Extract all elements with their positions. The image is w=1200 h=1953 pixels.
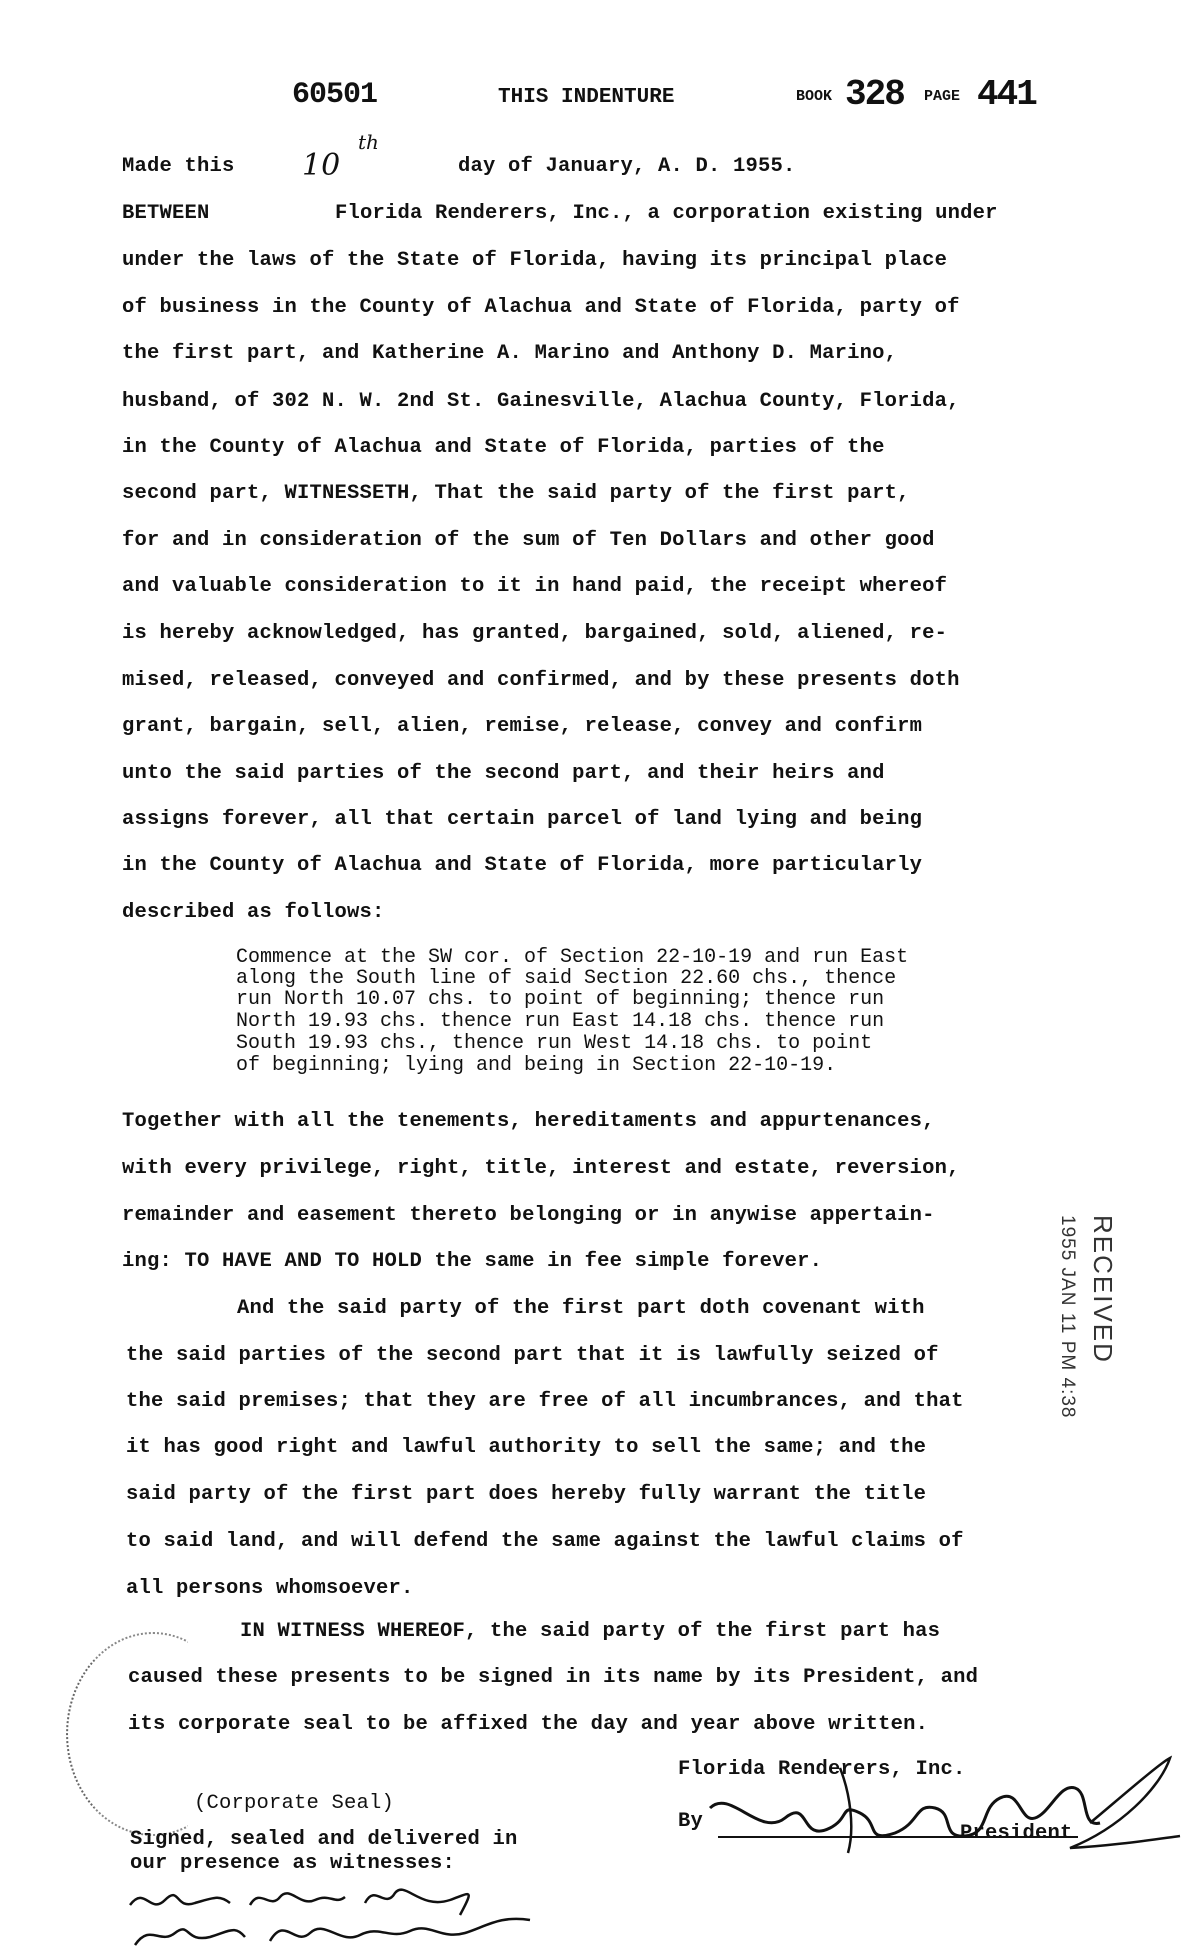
body-line: in the County of Alachua and State of Florida, parties of the <box>122 436 885 459</box>
body-line: second part, WITNESSETH, That the said party of the first part, <box>122 482 910 505</box>
signer-title: President <box>960 1822 1073 1845</box>
legal-line: along the South line of said Section 22.60 chs., thence <box>236 967 897 990</box>
page-number: 441 <box>977 74 1036 115</box>
body-line: unto the said parties of the second part, and their heirs and <box>122 762 885 785</box>
president-signature <box>690 1748 1190 1868</box>
body-line: husband, of 302 N. W. 2nd St. Gainesville, Alachua County, Florida, <box>122 390 960 413</box>
witness-signatures <box>120 1875 560 1953</box>
body-line: the first part, and Katherine A. Marino and Anthony D. Marino, <box>122 342 898 365</box>
handwritten-day-suffix: th <box>358 130 379 154</box>
legal-line: South 19.93 chs., thence run West 14.18 chs. to point <box>236 1032 873 1055</box>
between-first-line: Florida Renderers, Inc., a corporation existing under <box>335 202 998 225</box>
covenant-line: And the said party of the first part doth covenant with <box>237 1297 925 1320</box>
body-line: and valuable consideration to it in hand paid, the receipt whereof <box>122 575 948 598</box>
body-line: grant, bargain, sell, alien, remise, release, convey and confirm <box>122 715 923 738</box>
legal-line: run North 10.07 chs. to point of beginning; thence run <box>236 988 885 1011</box>
handwritten-day: 10 <box>302 148 341 183</box>
made-suffix: day of January, A. D. 1955. <box>458 155 796 178</box>
covenant-line: it has good right and lawful authority to sell the same; and the <box>126 1436 927 1459</box>
witness-line: IN WITNESS WHEREOF, the said party of the first part has <box>240 1620 941 1643</box>
covenant-line: to said land, and will defend the same against the lawful claims of <box>126 1530 964 1553</box>
by-label: By <box>678 1810 704 1833</box>
together-line: ing: TO HAVE AND TO HOLD the same in fee simple forever. <box>122 1250 823 1273</box>
witness-attestation-line-1: Signed, sealed and delivered in <box>130 1828 518 1851</box>
legal-line: North 19.93 chs. thence run East 14.18 chs. thence run <box>236 1010 885 1033</box>
received-label: RECEIVED <box>1088 1215 1118 1364</box>
witness-line: its corporate seal to be affixed the day and year above written. <box>128 1713 929 1736</box>
together-line: with every privilege, right, title, interest and estate, reversion, <box>122 1157 960 1180</box>
witness-line: caused these presents to be signed in its name by its President, and <box>128 1666 979 1689</box>
body-line: under the laws of the State of Florida, having its principal place <box>122 249 948 272</box>
together-line: remainder and easement thereto belonging or in anywise appertain- <box>122 1204 935 1227</box>
corporate-seal-label: (Corporate Seal) <box>194 1792 395 1815</box>
together-line: Together with all the tenements, hereditaments and appurtenances, <box>122 1110 935 1133</box>
body-line: in the County of Alachua and State of Florida, more particularly <box>122 854 923 877</box>
received-stamp <box>1000 1215 1120 1425</box>
page-label: PAGE <box>924 88 961 105</box>
book-label: BOOK <box>796 88 833 105</box>
covenant-line: the said parties of the second part that it is lawfully seized of <box>126 1344 939 1367</box>
body-line: is hereby acknowledged, has granted, bargained, sold, aliened, re- <box>122 622 948 645</box>
covenant-line: said party of the first part does hereby fully warrant the title <box>126 1483 927 1506</box>
company-name: Florida Renderers, Inc. <box>678 1758 966 1781</box>
legal-line: of beginning; lying and being in Section 22-10-19. <box>236 1054 837 1077</box>
covenant-line: the said premises; that they are free of all incumbrances, and that <box>126 1390 964 1413</box>
made-prefix: Made this <box>122 155 235 178</box>
document-number: 60501 <box>292 78 378 112</box>
between-label: BETWEEN <box>122 202 210 225</box>
received-date: 1955 JAN 11 PM 4:38 <box>1057 1215 1078 1419</box>
body-line: assigns forever, all that certain parcel of land lying and being <box>122 808 923 831</box>
covenant-line: all persons whomsoever. <box>126 1577 414 1600</box>
body-line: for and in consideration of the sum of Ten Dollars and other good <box>122 529 935 552</box>
document-title: THIS INDENTURE <box>498 86 675 109</box>
legal-line: Commence at the SW cor. of Section 22-10-19 and run East <box>236 946 909 969</box>
book-number: 328 <box>845 74 904 115</box>
body-line: of business in the County of Alachua and State of Florida, party of <box>122 296 960 319</box>
witness-attestation-line-2: our presence as witnesses: <box>130 1852 456 1875</box>
body-line: described as follows: <box>122 901 385 924</box>
body-line: mised, released, conveyed and confirmed, and by these presents doth <box>122 669 960 692</box>
